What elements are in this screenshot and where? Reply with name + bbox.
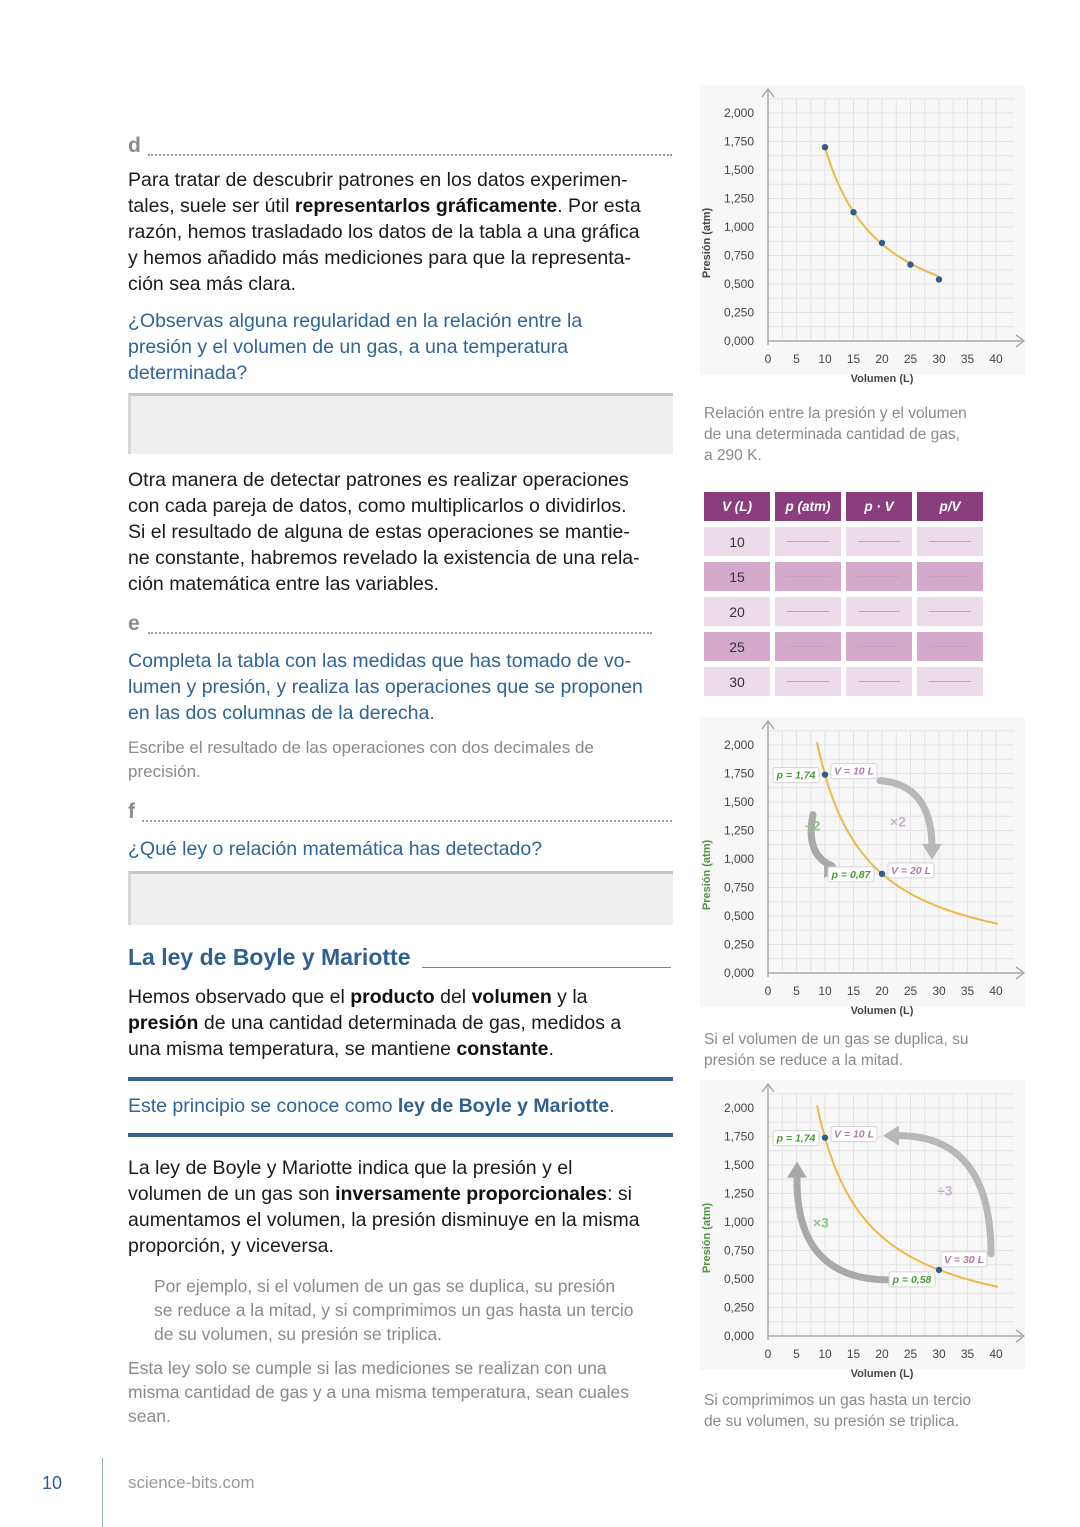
text-line: y hemos añadido más mediciones para que la representa- — [128, 247, 631, 269]
x-tick-label: 20 — [875, 1347, 889, 1361]
volume-cell: 20 — [704, 597, 770, 626]
x-tick-label: 40 — [989, 352, 1003, 366]
x-tick-label: 30 — [932, 984, 946, 998]
volume-cell: 30 — [704, 667, 770, 696]
data-point — [936, 276, 942, 282]
x-tick-label: 40 — [989, 1347, 1003, 1361]
y-tick-label: 0,500 — [723, 909, 754, 923]
x-tick-label: 20 — [875, 352, 889, 366]
text-line: tales, suele ser útil representarlos gráficamente. Por esta — [128, 195, 641, 217]
caption-chart-3: Si comprimimos un gas hasta un tercio de su volumen, su presión se triplica. — [704, 1392, 972, 1430]
y-tick-label: 0,500 — [723, 1272, 754, 1286]
data-point — [907, 261, 913, 267]
table-header: V (L) — [704, 492, 770, 521]
x-tick-label: 0 — [764, 352, 772, 366]
data-point — [822, 144, 828, 150]
table-header: p (atm) — [775, 492, 841, 521]
x-tick-label: 25 — [903, 1347, 918, 1361]
x-tick-label: 30 — [932, 1347, 946, 1361]
y-tick-label: 2,000 — [723, 106, 754, 120]
y-tick-label: 0,000 — [723, 966, 754, 980]
label-pressure-1: p = 1,74 — [776, 1132, 816, 1145]
input-cell[interactable] — [917, 667, 983, 696]
input-cell[interactable] — [846, 527, 912, 556]
x-tick-label: 40 — [989, 984, 1003, 998]
y-tick-label: 0,750 — [723, 880, 754, 895]
y-tick-label: 1,750 — [723, 766, 754, 781]
question-d: ¿Observas alguna regularidad en la relación entre la presión y el volumen de un gas, a una temperatura determinada? — [128, 310, 583, 384]
text-line: Para tratar de descubrir patrones en los datos experimen- — [128, 169, 628, 191]
y-tick-label: 2,000 — [723, 738, 754, 752]
y-axis-label: Presión (atm) — [701, 839, 713, 911]
y-tick-label: 1,000 — [723, 1215, 754, 1229]
data-point — [850, 209, 856, 215]
text-line: razón, hemos trasladado los datos de la tabla a una gráfica — [128, 221, 640, 243]
chart-triple-pressure — [690, 1080, 1030, 1385]
input-cell[interactable] — [846, 667, 912, 696]
x-tick-label: 10 — [818, 352, 832, 366]
question-f: ¿Qué ley o relación matemática has detectado? — [128, 838, 543, 860]
paragraph-intro — [128, 167, 688, 297]
y-tick-label: 1,000 — [723, 220, 754, 234]
volume-cell: 25 — [704, 632, 770, 661]
label-pressure-2: p = 0,87 — [831, 868, 871, 881]
x-tick-label: 20 — [875, 984, 889, 998]
y-tick-label: 0,250 — [723, 937, 754, 952]
x-tick-label: 10 — [818, 984, 832, 998]
x-tick-label: 30 — [932, 352, 946, 366]
condition-note: Esta ley solo se cumple si las mediciones se realizan con una misma cantidad de gas y a una misma temperatura, sean cuales sean. — [128, 1358, 629, 1426]
input-cell[interactable] — [846, 562, 912, 591]
footer-divider — [102, 1458, 103, 1527]
input-cell[interactable] — [846, 597, 912, 626]
point-2 — [936, 1267, 942, 1273]
x-tick-label: 25 — [903, 984, 918, 998]
x-tick-label: 5 — [793, 984, 800, 998]
dotted-line — [148, 632, 652, 634]
paragraph-law: La ley de Boyle y Mariotte indica que la presión y el volumen de un gas son inversamente proporcionales: si aumentamos el volumen, la presión disminuye en la misma proporción, y viceversa. — [128, 1157, 640, 1257]
y-tick-label: 0,250 — [723, 305, 754, 320]
operation-volume: ×2 — [890, 813, 906, 830]
chart-pressure-volume — [690, 85, 1030, 390]
y-tick-label: 2,000 — [723, 1101, 754, 1115]
question-e: Completa la tabla con las medidas que has tomado de vo- lumen y presión, y realiza las operaciones que se proponen en las dos columnas de la derecha. — [128, 650, 643, 724]
y-tick-label: 1,500 — [723, 1158, 754, 1172]
label-volume-1: V = 10 L — [834, 765, 874, 778]
operation-pressure: ×3 — [813, 1214, 829, 1231]
y-tick-label: 0,000 — [723, 334, 754, 348]
x-tick-label: 15 — [846, 1347, 861, 1361]
example-note: Por ejemplo, si el volumen de un gas se duplica, su presión se reduce a la mitad, y si comprimimos un gas hasta un tercio de su volumen, su presión se triplica. — [154, 1276, 634, 1344]
y-tick-label: 1,750 — [723, 1129, 754, 1144]
input-cell[interactable] — [917, 632, 983, 661]
footer-site[interactable]: science-bits.com — [128, 1473, 255, 1492]
label-pressure-1: p = 1,74 — [776, 769, 816, 782]
operation-volume: ÷3 — [937, 1182, 953, 1199]
x-tick-label: 15 — [846, 984, 861, 998]
paragraph-product: Hemos observado que el producto del volumen y la presión de una cantidad determinada de gas, medidos a una misma temperatura, se mantiene constante. — [128, 986, 622, 1060]
dotted-line — [142, 820, 672, 822]
input-cell[interactable] — [846, 632, 912, 661]
x-tick-label: 0 — [764, 984, 772, 998]
letter-f: f — [128, 800, 135, 823]
point-1 — [822, 771, 828, 777]
data-table — [704, 492, 984, 697]
divider-bottom — [128, 1133, 673, 1137]
x-tick-label: 25 — [903, 352, 918, 366]
point-2 — [879, 871, 885, 877]
section-heading: La ley de Boyle y Mariotte — [128, 944, 411, 970]
label-volume-1: V = 10 L — [834, 1128, 874, 1141]
text-line: ción sea más clara. — [128, 273, 296, 295]
answer-box-f[interactable] — [128, 871, 673, 925]
y-tick-label: 1,750 — [723, 134, 754, 149]
y-tick-label: 1,250 — [723, 823, 754, 838]
x-axis-label: Volumen (L) — [850, 1005, 914, 1017]
caption-chart-2: Si el volumen de un gas se duplica, su presión se reduce a la mitad. — [704, 1031, 969, 1069]
input-cell[interactable] — [917, 527, 983, 556]
operation-pressure: ÷2 — [805, 817, 821, 834]
x-tick-label: 35 — [960, 352, 975, 366]
y-tick-label: 1,250 — [723, 1186, 754, 1201]
table-header: p/V — [917, 492, 983, 521]
y-tick-label: 0,250 — [723, 1300, 754, 1315]
y-tick-label: 1,250 — [723, 191, 754, 206]
y-tick-label: 0,750 — [723, 248, 754, 263]
input-cell[interactable] — [775, 562, 841, 591]
input-cell[interactable] — [775, 527, 841, 556]
label-pressure-2: p = 0,58 — [892, 1273, 932, 1286]
label-volume-2: V = 30 L — [944, 1253, 984, 1266]
x-tick-label: 5 — [793, 1347, 800, 1361]
x-tick-label: 0 — [764, 1347, 772, 1361]
letter-d: d — [128, 134, 141, 157]
letter-e: e — [128, 612, 140, 635]
y-tick-label: 1,000 — [723, 852, 754, 866]
y-tick-label: 1,500 — [723, 163, 754, 177]
page-number: 10 — [42, 1473, 63, 1493]
input-cell[interactable] — [775, 632, 841, 661]
x-axis-label: Volumen (L) — [850, 373, 914, 385]
principle-statement: Este principio se conoce como ley de Boyle y Mariotte. — [128, 1095, 615, 1117]
input-cell[interactable] — [775, 597, 841, 626]
x-tick-label: 35 — [960, 984, 975, 998]
data-point — [879, 240, 885, 246]
heading-rule — [422, 967, 671, 968]
divider-top — [128, 1077, 673, 1081]
point-1 — [822, 1134, 828, 1140]
label-volume-2: V = 20 L — [891, 864, 931, 877]
paragraph-patterns: Otra manera de detectar patrones es realizar operaciones con cada pareja de datos, como multiplicarlos o dividirlos. Si el resultado de alguna de estas operaciones se mantie- ne constante, habremos revelado la existencia de una rela- ción matemática entre las variables. — [128, 469, 640, 595]
y-axis-label: Presión (atm) — [701, 1202, 713, 1274]
x-tick-label: 35 — [960, 1347, 975, 1361]
x-tick-label: 15 — [846, 352, 861, 366]
y-tick-label: 0,000 — [723, 1329, 754, 1343]
x-tick-label: 10 — [818, 1347, 832, 1361]
answer-box-d[interactable] — [128, 393, 673, 454]
dotted-line — [148, 154, 672, 156]
x-axis-label: Volumen (L) — [850, 1368, 914, 1380]
table-header: p · V — [846, 492, 912, 521]
input-cell[interactable] — [917, 562, 983, 591]
y-tick-label: 0,500 — [723, 277, 754, 291]
note-e: Escribe el resultado de las operaciones con dos decimales de precisión. — [128, 738, 594, 781]
volume-cell: 15 — [704, 562, 770, 591]
x-tick-label: 5 — [793, 352, 800, 366]
y-axis-label: Presión (atm) — [701, 207, 713, 279]
chart-double-volume — [690, 717, 1030, 1022]
volume-cell: 10 — [704, 527, 770, 556]
input-cell[interactable] — [775, 667, 841, 696]
y-tick-label: 0,750 — [723, 1243, 754, 1258]
caption-chart-1: Relación entre la presión y el volumen de una determinada cantidad de gas, a 290 K. — [704, 405, 967, 464]
input-cell[interactable] — [917, 597, 983, 626]
y-tick-label: 1,500 — [723, 795, 754, 809]
